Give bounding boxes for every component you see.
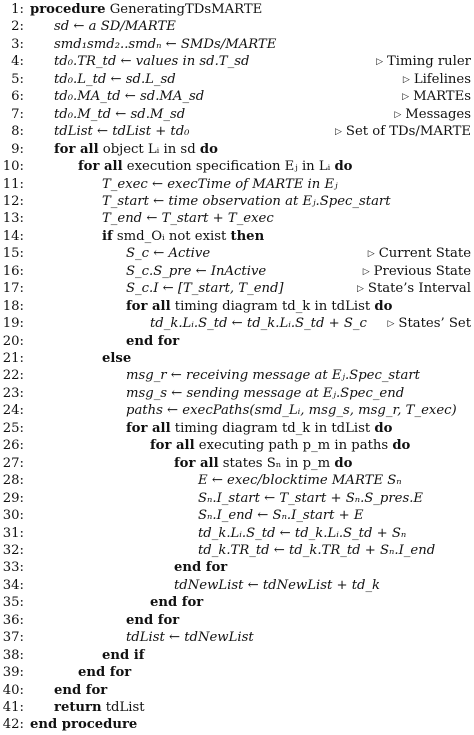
line-comment <box>394 106 471 125</box>
line-number: 9: <box>11 141 24 157</box>
line-comment <box>376 53 471 72</box>
algorithm-line <box>0 71 474 89</box>
code-text: end for <box>54 682 108 698</box>
comment-triangle-icon: ▷ <box>402 74 410 85</box>
code-text: if smd_Oᵢ not exist then <box>102 228 265 244</box>
comment-triangle-icon: ▷ <box>362 266 370 277</box>
code-text: T_end ← T_start + T_exec <box>102 211 274 227</box>
algorithm-line <box>0 664 474 682</box>
code-text: procedure GeneratingTDsMARTE <box>30 2 263 17</box>
code-text: td₀.TR_td ← values in sd.T_sd <box>54 54 250 70</box>
code-text: end for <box>126 333 180 349</box>
line-number: 18: <box>2 298 24 314</box>
comment-text: Previous State <box>373 263 471 279</box>
line-number: 21: <box>2 351 24 366</box>
comment-triangle-icon: ▷ <box>394 109 402 120</box>
code-text: for all states Sₙ in p_m do <box>174 455 353 471</box>
line-number: 8: <box>11 124 24 140</box>
line-comment <box>363 263 471 282</box>
code-text: smd₁smd₂..smdₙ ← SMDs/MARTE <box>54 36 277 52</box>
algorithm-line <box>0 245 474 263</box>
comment-triangle-icon: ▷ <box>356 284 364 295</box>
algorithm-line <box>0 193 474 211</box>
line-number: 33: <box>2 560 24 576</box>
line-number: 3: <box>11 36 24 52</box>
line-number: 12: <box>2 193 24 209</box>
algorithm-line <box>0 402 474 420</box>
code-text: msg_r ← receiving message at Eⱼ.Spec_start <box>126 368 420 384</box>
algorithm-line <box>0 106 474 124</box>
algorithm-line <box>0 280 474 298</box>
code-text: return tdList <box>54 700 145 715</box>
comment-text: MARTEs <box>413 89 471 105</box>
algorithm-line <box>0 420 474 438</box>
code-text: Sₙ.I_end ← Sₙ.I_start + E <box>198 508 364 524</box>
code-text: sd ← a SD/MARTE <box>54 19 176 35</box>
line-number: 35: <box>2 595 24 611</box>
comment-text: Lifelines <box>413 71 471 87</box>
code-text: msg_s ← sending message at Eⱼ.Spec_end <box>126 385 405 401</box>
algorithm-line <box>0 577 474 595</box>
code-text: for all execution specification Eⱼ in Lᵢ do <box>78 159 353 175</box>
comment-text: Messages <box>405 106 471 122</box>
line-number: 28: <box>2 473 24 489</box>
line-comment <box>387 315 471 334</box>
comment-triangle-icon: ▷ <box>335 127 342 138</box>
code-text: end procedure <box>30 717 138 733</box>
algorithm-line <box>0 559 474 577</box>
algorithm-line <box>0 682 474 700</box>
line-number: 13: <box>2 211 24 227</box>
code-text: S_c.S_pre ← InActive <box>126 263 267 279</box>
line-number: 22: <box>2 368 24 384</box>
line-comment <box>335 123 471 142</box>
line-comment <box>357 280 471 299</box>
comment-text: State’s Interval <box>367 281 471 297</box>
code-text: end for <box>126 612 180 628</box>
code-text: paths ← execPaths(smd_Lᵢ, msg_s, msg_r, T_exec) <box>126 403 457 419</box>
algorithm-line <box>0 350 474 368</box>
code-text: for all timing diagram td_k in tdList do <box>126 420 393 436</box>
line-number: 2: <box>11 19 24 35</box>
line-number: 42: <box>2 717 24 733</box>
code-text: end for <box>174 560 228 576</box>
line-number: 1: <box>11 2 24 17</box>
code-text: td₀.M_td ← sd.M_sd <box>54 106 186 122</box>
comment-text: Timing ruler <box>387 54 471 70</box>
comment-triangle-icon: ▷ <box>402 92 410 103</box>
comment-triangle-icon: ▷ <box>367 249 375 260</box>
code-text: Sₙ.I_start ← T_start + Sₙ.S_pres.E <box>198 490 424 506</box>
code-text: else <box>102 351 132 366</box>
code-text: tdList ← tdNewList <box>126 630 254 646</box>
comment-triangle-icon: ▷ <box>376 57 383 68</box>
line-number: 40: <box>2 682 24 698</box>
line-number: 14: <box>2 228 24 244</box>
line-number: 7: <box>11 106 24 122</box>
comment-text: Current State <box>378 246 471 262</box>
line-number: 15: <box>2 246 24 262</box>
code-text: td₀.L_td ← sd.L_sd <box>54 71 176 87</box>
line-number: 32: <box>2 542 24 558</box>
code-text: tdNewList ← tdNewList + td_k <box>174 577 381 593</box>
code-text: for all timing diagram td_k in tdList do <box>126 298 393 314</box>
algorithm-line <box>0 141 474 159</box>
line-number: 11: <box>2 176 24 192</box>
algorithm-line <box>0 333 474 351</box>
algorithm-line <box>0 472 474 490</box>
algorithm-line <box>0 612 474 630</box>
algorithm-line <box>0 437 474 455</box>
line-number: 10: <box>2 159 24 175</box>
line-number: 16: <box>2 263 24 279</box>
algorithm-line <box>0 490 474 508</box>
comment-text: States’ Set <box>398 316 471 332</box>
algorithm-line <box>0 176 474 194</box>
algorithm-line <box>0 594 474 612</box>
code-text: S_c.I ← [T_start, T_end] <box>126 281 284 297</box>
code-text: for all object Lᵢ in sd do <box>54 141 218 157</box>
line-comment <box>402 88 471 107</box>
line-number: 39: <box>2 665 24 681</box>
algorithm-line <box>0 699 474 717</box>
line-number: 38: <box>2 647 24 663</box>
comment-triangle-icon: ▷ <box>387 319 395 330</box>
line-comment <box>403 71 471 90</box>
code-text: td_k.Lᵢ.S_td ← td_k.Lᵢ.S_td + Sₙ <box>198 525 407 541</box>
code-text: end for <box>150 595 204 611</box>
line-number: 17: <box>2 281 24 297</box>
algorithm-line <box>0 716 474 734</box>
algorithm-line <box>0 210 474 228</box>
line-number: 20: <box>2 333 24 349</box>
line-comment <box>368 245 471 264</box>
algorithm-line <box>0 158 474 176</box>
code-text: T_exec ← execTime of MARTE in Eⱼ <box>102 176 338 192</box>
algorithm-line <box>0 525 474 543</box>
algorithm-line <box>0 647 474 665</box>
line-number: 34: <box>2 577 24 593</box>
algorithm-line <box>0 18 474 36</box>
code-text: E ← exec/blocktime MARTE Sₙ <box>198 473 402 489</box>
line-number: 25: <box>2 420 24 436</box>
algorithm-line <box>0 315 474 333</box>
line-number: 26: <box>2 438 24 454</box>
algorithm-line <box>0 88 474 106</box>
algorithm-line <box>0 542 474 560</box>
code-text: end if <box>102 647 145 663</box>
code-text: S_c ← Active <box>126 246 211 262</box>
code-text: T_start ← time observation at Eⱼ.Spec_start <box>102 193 391 209</box>
line-number: 37: <box>2 630 24 646</box>
line-number: 24: <box>2 403 24 419</box>
algorithm-line <box>0 1 474 19</box>
algorithm-line <box>0 455 474 473</box>
code-text: for all executing path p_m in paths do <box>150 438 411 454</box>
code-text: tdList ← tdList + td₀ <box>54 124 190 140</box>
line-number: 41: <box>2 700 24 715</box>
line-number: 27: <box>2 455 24 471</box>
line-number: 31: <box>2 525 24 541</box>
algorithm-line <box>0 53 474 71</box>
line-number: 6: <box>11 89 24 105</box>
algorithm-line <box>0 629 474 647</box>
line-number: 36: <box>2 612 24 628</box>
algorithm-line <box>0 263 474 281</box>
algorithm-line <box>0 123 474 141</box>
code-text: td₀.MA_td ← sd.MA_sd <box>54 89 205 105</box>
algorithm-line <box>0 385 474 403</box>
algorithm-line <box>0 228 474 246</box>
line-number: 29: <box>2 490 24 506</box>
algorithm-line <box>0 367 474 385</box>
line-number: 5: <box>11 71 24 87</box>
comment-text: Set of TDs/MARTE <box>345 124 471 140</box>
line-number: 19: <box>2 316 24 332</box>
code-text: td_k.TR_td ← td_k.TR_td + Sₙ.I_end <box>198 542 436 558</box>
algorithm-line <box>0 36 474 54</box>
algorithm-line <box>0 298 474 316</box>
code-text: td_k.Lᵢ.S_td ← td_k.Lᵢ.S_td + S_c <box>150 316 367 332</box>
line-number: 30: <box>2 508 24 524</box>
line-number: 4: <box>11 54 24 70</box>
line-number: 23: <box>2 385 24 401</box>
algorithm-line <box>0 507 474 525</box>
code-text: end for <box>78 665 132 681</box>
